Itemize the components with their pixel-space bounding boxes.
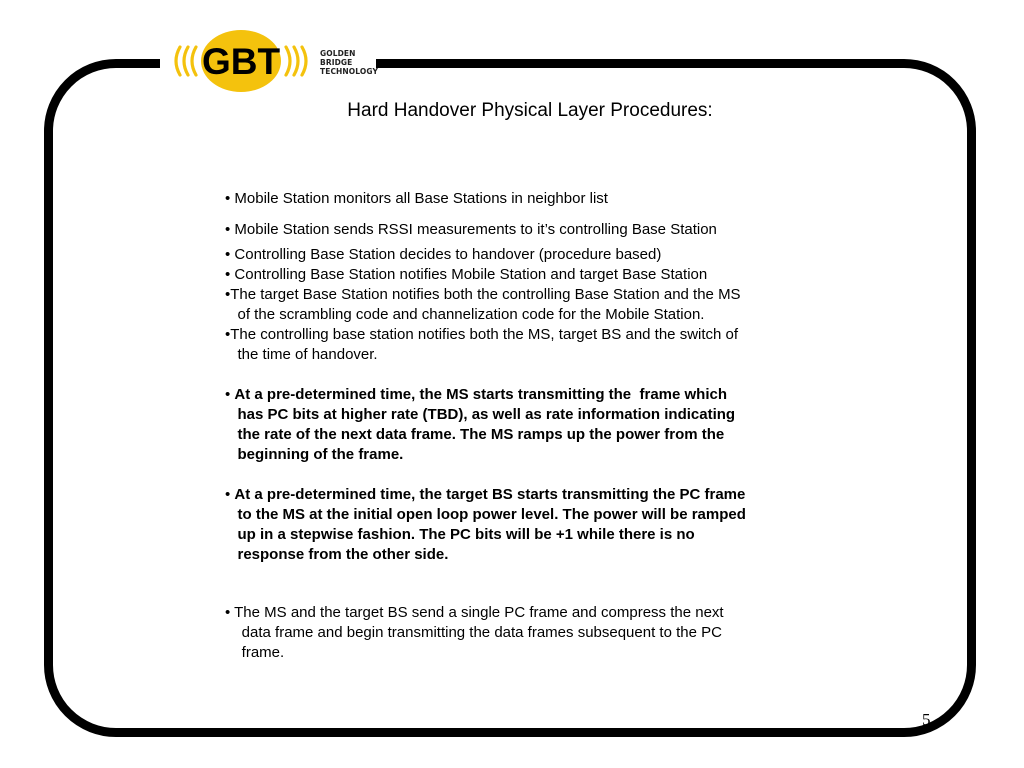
- bullet-line: to the MS at the initial open loop power level. The power will be ramped: [225, 506, 746, 523]
- bullet-line: the time of handover.: [225, 346, 378, 363]
- bullet-line: •The controlling base station notifies both the MS, target BS and the switch of: [225, 326, 739, 343]
- bullet-mark: •: [225, 386, 235, 403]
- logo-company-name: [320, 49, 378, 76]
- bullet-item: [225, 220, 835, 245]
- bullet-line: has PC bits at higher rate (TBD), as well as rate information indicating: [225, 406, 736, 423]
- bullet-line: [225, 385, 835, 405]
- bullet-item: [225, 189, 835, 220]
- bullet-line: up in a stepwise fashion. The PC bits will be +1 while there is no: [225, 526, 695, 543]
- bullet-line: • Mobile Station sends RSSI measurements to it’s controlling Base Station: [225, 221, 717, 238]
- bullet-text: At a pre-determined time, the MS starts transmitting the frame which: [234, 386, 728, 403]
- bullet-line: of the scrambling code and channelization code for the Mobile Station.: [225, 306, 705, 323]
- bullet-line: •The target Base Station notifies both the controlling Base Station and the MS: [225, 286, 741, 303]
- logo-name-line: TECHNOLOGY: [320, 67, 378, 76]
- slide-title: Hard Handover Physical Layer Procedures:: [347, 100, 713, 121]
- signal-waves-right-icon: [286, 47, 306, 75]
- bullet-line: frame.: [225, 644, 285, 661]
- logo-mark-text: GBT: [201, 41, 281, 82]
- signal-waves-left-icon: [176, 47, 196, 75]
- bullet-item: [225, 325, 835, 385]
- bullet-item: [225, 603, 835, 663]
- bullet-item: [225, 245, 835, 265]
- bullet-item: [225, 265, 835, 285]
- bullet-list: [225, 189, 835, 663]
- logo-name-line: BRIDGE: [320, 58, 353, 67]
- bullet-text: At a pre-determined time, the target BS starts transmitting the PC frame: [234, 486, 746, 503]
- bullet-line: response from the other side.: [225, 546, 449, 563]
- bullet-item: [225, 285, 835, 325]
- page-number: 5: [922, 710, 931, 729]
- bullet-line: data frame and begin transmitting the data frames subsequent to the PC: [225, 624, 722, 641]
- bullet-line: • Mobile Station monitors all Base Stations in neighbor list: [225, 190, 608, 207]
- logo-name-line: GOLDEN: [320, 49, 356, 58]
- bullet-line: • Controlling Base Station decides to handover (procedure based): [225, 246, 662, 263]
- bullet-mark: •: [225, 486, 235, 503]
- bullet-line: • Controlling Base Station notifies Mobile Station and target Base Station: [225, 266, 708, 283]
- bullet-line: • The MS and the target BS send a single PC frame and compress the next: [225, 604, 724, 621]
- bullet-line: the rate of the next data frame. The MS ramps up the power from the: [225, 426, 725, 443]
- bullet-line: [225, 485, 835, 505]
- bullet-item-bold: [225, 385, 835, 485]
- bullet-item-bold: [225, 485, 835, 603]
- bullet-line: beginning of the frame.: [225, 446, 404, 463]
